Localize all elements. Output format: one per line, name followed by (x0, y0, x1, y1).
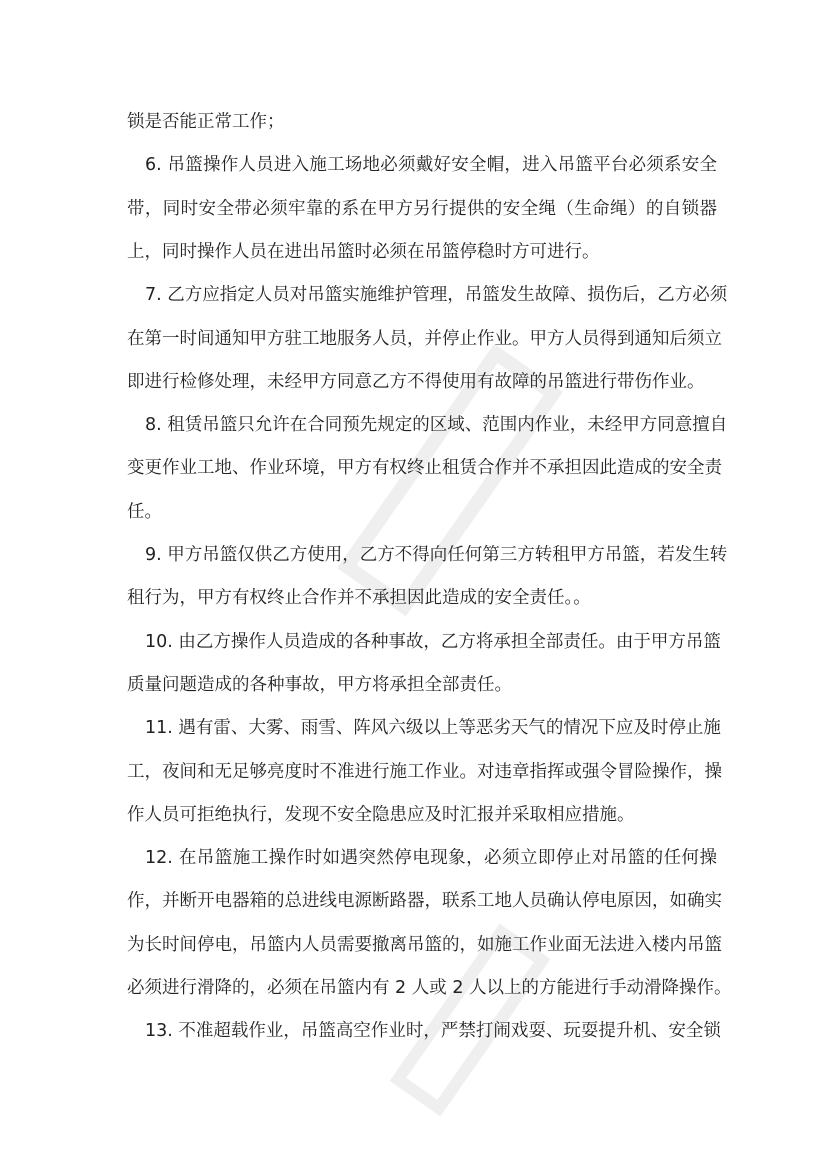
text-line: 上，同时操作人员在进出吊篮时必须在吊篮停稳时方可进行。 (127, 241, 600, 262)
text-line: 在第一时间通知甲方驻工地服务人员，并停止作业。甲方人员得到通知后须立 (127, 328, 722, 349)
text-line: 作人员可拒绝执行，发现不安全隐患应及时汇报并采取相应措施。 (127, 804, 635, 825)
text-line: 工，夜间和无足够亮度时不准进行施工作业。对违章指挥或强令冒险操作，操 (127, 761, 722, 782)
text-line: 7. 乙方应指定人员对吊篮实施维护管理，吊篮发生故障、损伤后，乙方必须 (145, 285, 728, 306)
text-line: 锁是否能正常工作； (127, 112, 285, 132)
text-line: 即进行检修处理，未经甲方同意乙方不得使用有故障的吊篮进行带伤作业。 (127, 371, 705, 392)
text-line: 13. 不准超载作业，吊篮高空作业时，严禁打闹戏耍、玩耍提升机、安全锁 (145, 1021, 721, 1042)
text-line: 12. 在吊篮施工操作时如遇突然停电现象，必须立即停止对吊篮的任何操 (145, 848, 717, 869)
text-line: 6. 吊篮操作人员进入施工场地必须戴好安全帽，进入吊篮平台必须系安全 (145, 155, 717, 176)
text-line: 作，并断开电器箱的总进线电源断路器，联系工地人员确认停电原因，如确实 (127, 891, 722, 912)
text-line: 带，同时安全带必须牢靠的系在甲方另行提供的安全绳（生命绳）的自锁器 (127, 198, 717, 219)
text-line: 9. 甲方吊篮仅供乙方使用，乙方不得向任何第三方转租甲方吊篮，若发生转 (145, 545, 728, 565)
text-line: 为长时间停电，吊篮内人员需要撤离吊篮的，如施工作业面无法进入楼内吊篮 (127, 934, 722, 955)
text-line: 11. 遇有雷、大雾、雨雪、阵风六级以上等恶劣天气的情况下应及时停止施 (145, 718, 721, 739)
text-line: 质量问题造成的各种事故，甲方将承担全部责任。 (127, 674, 512, 695)
text-line: 任。 (127, 501, 162, 522)
text-line: 租行为，甲方有权终止合作并不承担因此造成的安全责任。。 (127, 588, 591, 609)
text-line: 变更作业工地、作业环境，甲方有权终止租赁合作并不承担因此造成的安全责 (127, 458, 722, 479)
text-line: 10. 由乙方操作人员造成的各种事故，乙方将承担全部责任。由于甲方吊篮 (145, 631, 721, 652)
text-line: 8. 租赁吊篮只允许在合同预先规定的区域、范围内作业，未经甲方同意擅自 (145, 415, 728, 436)
text-line: 必须进行滑降的，必须在吊篮内有 2 人或 2 人以上的方能进行手动滑降操作。 (127, 978, 732, 998)
